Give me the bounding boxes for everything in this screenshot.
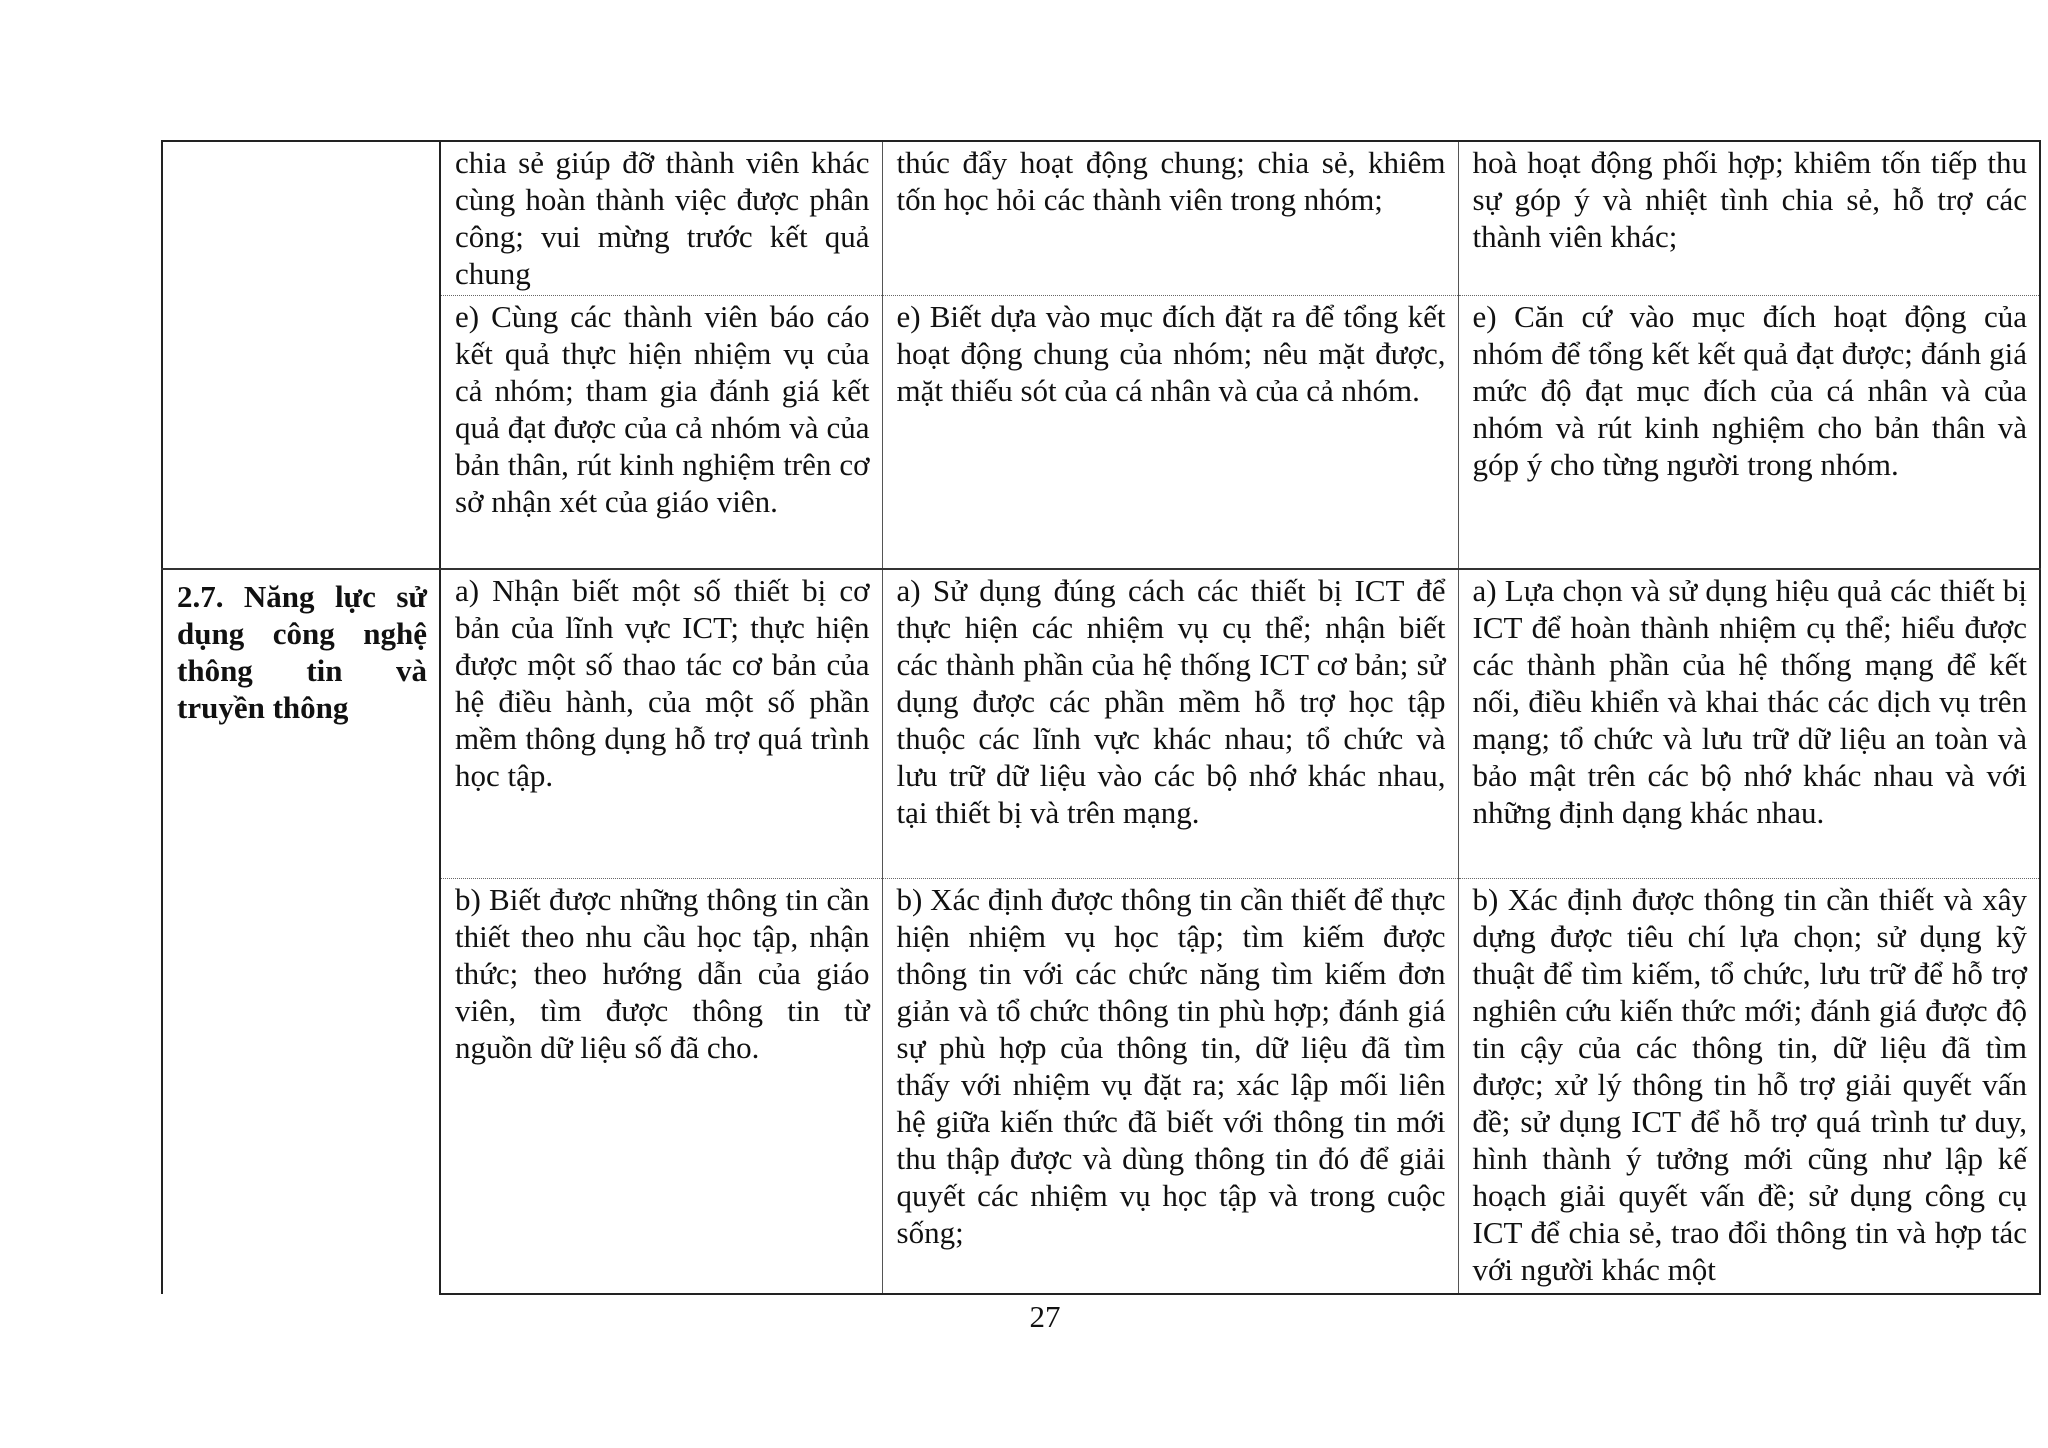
competency-name-cell: [162, 141, 440, 569]
primary-level-cell: chia sẻ giúp đỡ thành viên khác cùng hoàn thành việc được phân công; vui mừng trước kết quả chung: [440, 141, 882, 296]
primary-level-cell: b) Biết được những thông tin cần thiết theo nhu cầu học tập, nhận thức; theo hướng dẫn của giáo viên, tìm được thông tin từ nguồn dữ liệu số đã cho.: [440, 879, 882, 1295]
upper-secondary-level-cell: e) Căn cứ vào mục đích hoạt động của nhóm để tổng kết kết quả đạt được; đánh giá mức độ đạt mục đích của cá nhân và của nhóm và rút kinh nghiệm cho bản thân và góp ý cho từng người trong nhóm.: [1458, 296, 2040, 570]
upper-secondary-level-cell: a) Lựa chọn và sử dụng hiệu quả các thiết bị ICT để hoàn thành nhiệm cụ thể; hiểu được các thành phần của hệ thống mạng để kết nối, điều khiển và khai thác các dịch vụ trên mạng; tổ chức và lưu trữ dữ liệu an toàn và bảo mật trên các bộ nhớ khác nhau và với những định dạng khác nhau.: [1458, 569, 2040, 879]
table-row: [162, 569, 2040, 879]
upper-secondary-level-cell: b) Xác định được thông tin cần thiết và xây dựng được tiêu chí lựa chọn; sử dụng kỹ thuật để tìm kiếm, tổ chức, lưu trữ để hỗ trợ nghiên cứu kiến thức mới; đánh giá được độ tin cậy của các thông tin, dữ liệu đã tìm được; xử lý thông tin hỗ trợ giải quyết vấn đề; sử dụng ICT để hỗ trợ quá trình tư duy, hình thành ý tưởng mới cũng như lập kế hoạch giải quyết vấn đề; sử dụng công cụ ICT để chia sẻ, trao đổi thông tin và hợp tác với người khác một: [1458, 879, 2040, 1295]
lower-secondary-level-cell: b) Xác định được thông tin cần thiết để thực hiện nhiệm vụ học tập; tìm kiếm được thông tin với các chức năng tìm kiếm đơn giản và tổ chức thông tin phù hợp; đánh giá sự phù hợp của thông tin, dữ liệu đã tìm thấy với nhiệm vụ đặt ra; xác lập mối liên hệ giữa kiến thức đã biết với thông tin mới thu thập được và dùng thông tin đó để giải quyết các nhiệm vụ học tập và trong cuộc sống;: [882, 879, 1458, 1295]
primary-level-cell: a) Nhận biết một số thiết bị cơ bản của lĩnh vực ICT; thực hiện được một số thao tác cơ bản của hệ điều hành, của một số phần mềm thông dụng hỗ trợ quá trình học tập.: [440, 569, 882, 879]
competency-table: [161, 140, 2041, 1295]
primary-level-cell: e) Cùng các thành viên báo cáo kết quả thực hiện nhiệm vụ của cả nhóm; tham gia đánh giá kết quả đạt được của cả nhóm và của bản thân, rút kinh nghiệm trên cơ sở nhận xét của giáo viên.: [440, 296, 882, 570]
competency-heading: 2.7. Năng lực sử dụng công nghệ thông tin và truyền thông: [162, 569, 440, 1294]
lower-secondary-level-cell: a) Sử dụng đúng cách các thiết bị ICT để thực hiện các nhiệm vụ cụ thể; nhận biết các thành phần của hệ thống ICT cơ bản; sử dụng được các phần mềm hỗ trợ học tập thuộc các lĩnh vực khác nhau; tổ chức và lưu trữ dữ liệu vào các bộ nhớ khác nhau, tại thiết bị và trên mạng.: [882, 569, 1458, 879]
table-row: [162, 879, 2040, 1295]
lower-secondary-level-cell: thúc đẩy hoạt động chung; chia sẻ, khiêm tốn học hỏi các thành viên trong nhóm;: [882, 141, 1458, 296]
upper-secondary-level-cell: hoà hoạt động phối hợp; khiêm tốn tiếp thu sự góp ý và nhiệt tình chia sẻ, hỗ trợ các thành viên khác;: [1458, 141, 2040, 296]
table-row: [162, 141, 2040, 296]
lower-secondary-level-cell: e) Biết dựa vào mục đích đặt ra để tổng kết hoạt động chung của nhóm; nêu mặt được, mặt thiếu sót của cá nhân và của cả nhóm.: [882, 296, 1458, 570]
page-number: 27: [1029, 1299, 1061, 1334]
table-row: [162, 296, 2040, 570]
